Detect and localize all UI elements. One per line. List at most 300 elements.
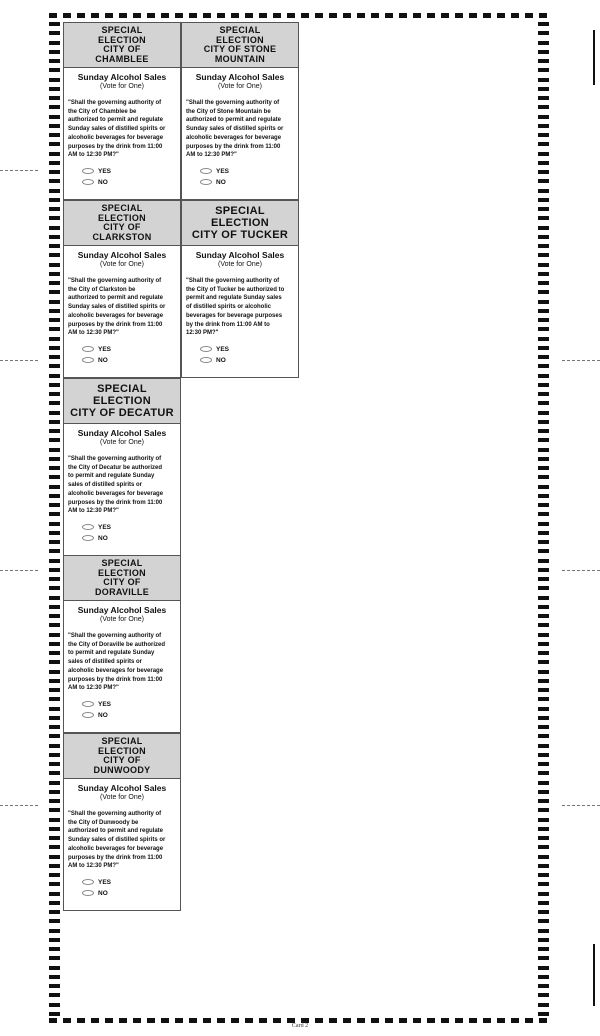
timing-mark-right: [538, 78, 549, 82]
timing-mark-left: [49, 494, 60, 498]
timing-mark-left: [49, 799, 60, 803]
fold-line-left: [0, 805, 38, 806]
oval-bubble-icon[interactable]: [200, 179, 212, 185]
timing-mark-left: [49, 864, 60, 868]
timing-mark-left: [49, 623, 60, 627]
option-no[interactable]: [82, 177, 176, 188]
timing-mark-right: [538, 179, 549, 183]
options: [68, 166, 176, 188]
timing-mark-left: [49, 87, 60, 91]
timing-mark-right: [538, 124, 549, 128]
fold-line-left: [0, 570, 38, 571]
timing-mark-top: [483, 13, 491, 18]
timing-mark-left: [49, 910, 60, 914]
timing-mark-right: [538, 1012, 549, 1016]
timing-mark-left: [49, 734, 60, 738]
contest-header: [64, 556, 180, 601]
ballot-question: "Shall the governing authority of the City of Stone Mountain be authorized to permit and regulate Sunday sales of distilled spirits or alcoholic beverages for beverage purposes by the drink from 11:00 AM to 12:30 PM?": [186, 100, 284, 159]
oval-bubble-icon[interactable]: [82, 179, 94, 185]
timing-mark-right: [538, 633, 549, 637]
contest-dunwoody: [63, 733, 181, 911]
oval-bubble-icon[interactable]: [82, 535, 94, 541]
timing-mark-left: [49, 466, 60, 470]
timing-mark-right: [538, 919, 549, 923]
timing-mark-left: [49, 956, 60, 960]
options: [68, 522, 176, 544]
timing-mark-left: [49, 327, 60, 331]
timing-mark-left: [49, 984, 60, 988]
timing-mark-left: [49, 337, 60, 341]
timing-mark-top: [301, 13, 309, 18]
oval-bubble-icon[interactable]: [82, 701, 94, 707]
timing-mark-right: [538, 300, 549, 304]
timing-mark-top: [217, 13, 225, 18]
timing-mark-top: [455, 13, 463, 18]
timing-mark-right: [538, 207, 549, 211]
timing-mark-right: [538, 189, 549, 193]
contest-title: Sunday Alcohol Sales: [195, 72, 285, 82]
timing-mark-left: [49, 244, 60, 248]
timing-mark-right: [538, 577, 549, 581]
timing-mark-top: [511, 13, 519, 18]
timing-mark-right: [538, 309, 549, 313]
contest-header-line: ELECTION: [216, 34, 264, 45]
timing-mark-right: [538, 966, 549, 970]
timing-mark-left: [49, 790, 60, 794]
contest-title: Sunday Alcohol Sales: [77, 72, 167, 82]
timing-mark-top: [385, 13, 393, 18]
timing-mark-left: [49, 512, 60, 516]
timing-mark-left: [49, 568, 60, 572]
timing-mark-right: [538, 429, 549, 433]
timing-mark-left: [49, 549, 60, 553]
timing-mark-right: [538, 855, 549, 859]
timing-mark-right: [538, 355, 549, 359]
timing-mark-right: [538, 762, 549, 766]
timing-mark-left: [49, 290, 60, 294]
timing-mark-left: [49, 660, 60, 664]
timing-mark-left: [49, 651, 60, 655]
timing-mark-left: [49, 355, 60, 359]
timing-mark-top: [63, 13, 71, 18]
contest-header-line: ELECTION: [92, 395, 151, 407]
timing-mark-left: [49, 401, 60, 405]
contest-header-line: SPECIAL: [101, 203, 143, 213]
timing-mark-top: [161, 13, 169, 18]
timing-mark-left: [49, 309, 60, 313]
timing-mark-right: [538, 1003, 549, 1007]
fold-line-right: [562, 360, 600, 361]
option-yes[interactable]: [82, 344, 176, 355]
timing-mark-right: [538, 346, 549, 350]
timing-mark-left: [49, 1012, 60, 1016]
timing-mark-right: [538, 781, 549, 785]
timing-mark-top: [245, 13, 253, 18]
contest-header-line: ELECTION: [98, 745, 146, 756]
timing-mark-right: [538, 734, 549, 738]
oval-bubble-icon[interactable]: [200, 168, 212, 174]
fold-line-left: [0, 360, 38, 361]
option-label: YES: [98, 878, 112, 886]
timing-mark-right: [538, 59, 549, 63]
timing-mark-left: [49, 929, 60, 933]
timing-mark-right: [538, 68, 549, 72]
timing-mark-left: [49, 716, 60, 720]
oval-bubble-icon[interactable]: [82, 168, 94, 174]
options: [68, 877, 176, 899]
timing-mark-top: [189, 13, 197, 18]
ballot-question: "Shall the governing authority of the City of Chamblee be authorized to permit and regulate Sunday sales of distilled spirits or alcoholic beverages for beverage purposes by the drink from 11:00 AM to 12:30 PM?": [68, 100, 166, 159]
timing-mark-left: [49, 725, 60, 729]
timing-mark-right: [538, 716, 549, 720]
timing-mark-right: [538, 947, 549, 951]
timing-mark-right: [538, 457, 549, 461]
timing-mark-left: [49, 873, 60, 877]
option-yes[interactable]: [82, 166, 176, 177]
timing-mark-left: [49, 179, 60, 183]
contest-doraville: [63, 555, 181, 733]
timing-mark-right: [538, 929, 549, 933]
timing-mark-top: [315, 13, 323, 18]
timing-mark-left: [49, 531, 60, 535]
timing-mark-right: [538, 420, 549, 424]
timing-mark-left: [49, 207, 60, 211]
contest-clarkston: [63, 200, 181, 378]
timing-mark-left: [49, 947, 60, 951]
contest-header: [64, 201, 180, 246]
timing-mark-left: [49, 420, 60, 424]
timing-mark-left: [49, 50, 60, 54]
oval-bubble-icon[interactable]: [200, 357, 212, 363]
timing-mark-right: [538, 226, 549, 230]
timing-mark-right: [538, 253, 549, 257]
timing-mark-left: [49, 882, 60, 886]
option-yes[interactable]: [200, 344, 294, 355]
timing-mark-left: [49, 771, 60, 775]
timing-mark-right: [538, 873, 549, 877]
timing-mark-right: [538, 235, 549, 239]
timing-mark-top: [273, 13, 281, 18]
timing-mark-right: [538, 485, 549, 489]
timing-mark-right: [538, 586, 549, 590]
timing-mark-left: [49, 374, 60, 378]
timing-mark-right: [538, 660, 549, 664]
timing-mark-right: [538, 910, 549, 914]
timing-mark-right: [538, 22, 549, 26]
contest-header-line: SPECIAL: [97, 383, 147, 395]
option-yes[interactable]: [82, 522, 176, 533]
timing-mark-top: [525, 13, 533, 18]
contest-title: Sunday Alcohol Sales: [77, 783, 167, 793]
contest-header-line: MOUNTAIN: [214, 53, 266, 64]
timing-mark-left: [49, 753, 60, 757]
timing-mark-right: [538, 392, 549, 396]
contest-header-line: CITY OF: [103, 755, 141, 765]
timing-mark-left: [49, 808, 60, 812]
timing-mark-left: [49, 300, 60, 304]
timing-mark-left: [49, 124, 60, 128]
contest-header-line: DORAVILLE: [94, 586, 150, 597]
vote-instruction: (Vote for One): [218, 261, 262, 268]
oval-bubble-icon[interactable]: [82, 357, 94, 363]
contest-header-line: ELECTION: [98, 34, 146, 45]
option-no[interactable]: [82, 710, 176, 721]
option-no[interactable]: [82, 355, 176, 366]
timing-mark-right: [538, 938, 549, 942]
contest-header-line: ELECTION: [210, 217, 269, 229]
option-no[interactable]: [200, 355, 294, 366]
timing-mark-left: [49, 818, 60, 822]
timing-mark-right: [538, 596, 549, 600]
options: [68, 344, 176, 366]
timing-mark-left: [49, 263, 60, 267]
timing-mark-right: [538, 448, 549, 452]
contest-chamblee: [63, 22, 181, 200]
timing-mark-top: [441, 13, 449, 18]
timing-mark-left: [49, 161, 60, 165]
timing-mark-right: [538, 744, 549, 748]
contest-header-line: CITY OF DECATUR: [70, 407, 174, 419]
timing-mark-right: [538, 651, 549, 655]
timing-mark-left: [49, 189, 60, 193]
timing-mark-right: [538, 799, 549, 803]
timing-mark-left: [49, 827, 60, 831]
timing-mark-top: [357, 13, 365, 18]
timing-mark-top: [175, 13, 183, 18]
timing-mark-right: [538, 753, 549, 757]
timing-mark-left: [49, 577, 60, 581]
timing-mark-right: [538, 401, 549, 405]
timing-mark-right: [538, 623, 549, 627]
timing-mark-left: [49, 845, 60, 849]
timing-mark-right: [538, 892, 549, 896]
timing-mark-right: [538, 87, 549, 91]
timing-mark-right: [538, 605, 549, 609]
timing-mark-right: [538, 50, 549, 54]
timing-mark-left: [49, 919, 60, 923]
timing-mark-left: [49, 346, 60, 350]
option-yes[interactable]: [82, 877, 176, 888]
contest-body: [182, 246, 298, 366]
oval-bubble-icon[interactable]: [200, 346, 212, 352]
timing-mark-right: [538, 975, 549, 979]
timing-mark-right: [538, 670, 549, 674]
timing-mark-right: [538, 679, 549, 683]
option-label: YES: [98, 523, 112, 531]
option-no[interactable]: [200, 177, 294, 188]
timing-mark-top: [469, 13, 477, 18]
contest-title: Sunday Alcohol Sales: [77, 250, 167, 260]
timing-mark-left: [49, 235, 60, 239]
vote-instruction: (Vote for One): [100, 83, 144, 90]
oval-bubble-icon[interactable]: [82, 346, 94, 352]
timing-mark-left: [49, 559, 60, 563]
option-yes[interactable]: [200, 166, 294, 177]
contest-header-line: SPECIAL: [101, 558, 143, 568]
timing-mark-right: [538, 244, 549, 248]
timing-mark-left: [49, 605, 60, 609]
timing-mark-left: [49, 318, 60, 322]
contest-title: Sunday Alcohol Sales: [77, 605, 167, 615]
timing-mark-right: [538, 901, 549, 905]
timing-mark-left: [49, 59, 60, 63]
contest-header: [64, 379, 180, 424]
option-label: NO: [98, 356, 108, 364]
timing-mark-right: [538, 337, 549, 341]
fold-line-right: [562, 570, 600, 571]
timing-mark-left: [49, 836, 60, 840]
vote-instruction: (Vote for One): [100, 439, 144, 446]
timing-mark-right: [538, 642, 549, 646]
options: [186, 166, 294, 188]
timing-mark-left: [49, 170, 60, 174]
ballot-question: "Shall the governing authority of the City of Clarkston be authorized to permit and regulate Sunday sales of distilled spirits or alcoholic beverages for beverage purposes by the drink from 11:00 AM to 12:30 PM?": [68, 278, 166, 337]
contest-tucker: [181, 200, 299, 378]
timing-mark-right: [538, 864, 549, 868]
timing-mark-right: [538, 327, 549, 331]
timing-mark-right: [538, 263, 549, 267]
vote-instruction: (Vote for One): [100, 794, 144, 801]
timing-mark-right: [538, 836, 549, 840]
timing-mark-left: [49, 226, 60, 230]
edge-rule: [593, 944, 595, 1006]
timing-mark-left: [49, 78, 60, 82]
contest-header-line: CITY OF: [103, 577, 141, 587]
contest-header-line: DUNWOODY: [93, 764, 151, 775]
contest-body: [64, 779, 180, 899]
timing-mark-top: [539, 13, 547, 18]
timing-mark-left: [49, 438, 60, 442]
timing-mark-right: [538, 142, 549, 146]
timing-mark-right: [538, 568, 549, 572]
option-label: NO: [98, 889, 108, 897]
timing-mark-left: [49, 633, 60, 637]
contest-header: [182, 23, 298, 68]
timing-mark-left: [49, 522, 60, 526]
timing-mark-top: [413, 13, 421, 18]
contest-header-line: ELECTION: [98, 567, 146, 578]
timing-mark-top: [133, 13, 141, 18]
timing-mark-left: [49, 670, 60, 674]
timing-mark-right: [538, 559, 549, 563]
timing-mark-left: [49, 457, 60, 461]
timing-mark-right: [538, 956, 549, 960]
oval-bubble-icon[interactable]: [82, 890, 94, 896]
timing-mark-right: [538, 272, 549, 276]
timing-mark-left: [49, 152, 60, 156]
contest-header-line: SPECIAL: [101, 25, 143, 35]
timing-mark-right: [538, 827, 549, 831]
timing-mark-left: [49, 762, 60, 766]
timing-mark-right: [538, 161, 549, 165]
timing-mark-top: [119, 13, 127, 18]
option-label: YES: [98, 700, 112, 708]
vote-instruction: (Vote for One): [218, 83, 262, 90]
timing-mark-right: [538, 531, 549, 535]
timing-mark-right: [538, 475, 549, 479]
timing-mark-right: [538, 115, 549, 119]
timing-mark-left: [49, 133, 60, 137]
option-no[interactable]: [82, 533, 176, 544]
timing-mark-left: [49, 901, 60, 905]
option-yes[interactable]: [82, 699, 176, 710]
timing-mark-left: [49, 22, 60, 26]
timing-mark-right: [538, 818, 549, 822]
timing-mark-right: [538, 290, 549, 294]
timing-mark-left: [49, 744, 60, 748]
option-label: YES: [98, 345, 112, 353]
timing-mark-right: [538, 771, 549, 775]
timing-mark-right: [538, 993, 549, 997]
timing-mark-left: [49, 475, 60, 479]
timing-mark-right: [538, 697, 549, 701]
contest-header-line: CITY OF: [103, 44, 141, 54]
timing-mark-right: [538, 845, 549, 849]
edge-rule: [593, 30, 595, 85]
oval-bubble-icon[interactable]: [82, 524, 94, 530]
timing-mark-right: [538, 808, 549, 812]
option-label: YES: [216, 167, 230, 175]
contest-body: [182, 68, 298, 188]
timing-mark-right: [538, 494, 549, 498]
timing-mark-top: [105, 13, 113, 18]
option-label: YES: [98, 167, 112, 175]
timing-mark-right: [538, 984, 549, 988]
timing-mark-right: [538, 512, 549, 516]
timing-mark-left: [49, 392, 60, 396]
contest-header: [182, 201, 298, 246]
timing-mark-top: [497, 13, 505, 18]
timing-mark-right: [538, 364, 549, 368]
oval-bubble-icon[interactable]: [82, 879, 94, 885]
timing-mark-left: [49, 938, 60, 942]
timing-mark-left: [49, 68, 60, 72]
contest-header-line: CITY OF STONE: [203, 44, 277, 54]
timing-mark-left: [49, 253, 60, 257]
timing-mark-left: [49, 642, 60, 646]
timing-mark-right: [538, 41, 549, 45]
timing-mark-top: [203, 13, 211, 18]
timing-mark-left: [49, 596, 60, 600]
contest-body: [64, 68, 180, 188]
timing-mark-right: [538, 198, 549, 202]
timing-mark-left: [49, 142, 60, 146]
contest-header-line: SPECIAL: [215, 205, 265, 217]
timing-mark-left: [49, 892, 60, 896]
timing-mark-top: [231, 13, 239, 18]
timing-mark-right: [538, 707, 549, 711]
contest-header-line: CITY OF: [103, 222, 141, 232]
timing-mark-right: [538, 216, 549, 220]
timing-mark-right: [538, 438, 549, 442]
timing-mark-left: [49, 688, 60, 692]
oval-bubble-icon[interactable]: [82, 712, 94, 718]
option-no[interactable]: [82, 888, 176, 899]
option-label: NO: [98, 178, 108, 186]
contest-stone-mountain: [181, 22, 299, 200]
timing-mark-left: [49, 364, 60, 368]
contest-body: [64, 601, 180, 721]
contest-header-line: CLARKSTON: [92, 231, 152, 242]
timing-mark-right: [538, 170, 549, 174]
timing-mark-top: [91, 13, 99, 18]
timing-mark-left: [49, 429, 60, 433]
timing-mark-left: [49, 198, 60, 202]
option-label: YES: [216, 345, 230, 353]
timing-mark-left: [49, 105, 60, 109]
options: [186, 344, 294, 366]
timing-mark-right: [538, 503, 549, 507]
